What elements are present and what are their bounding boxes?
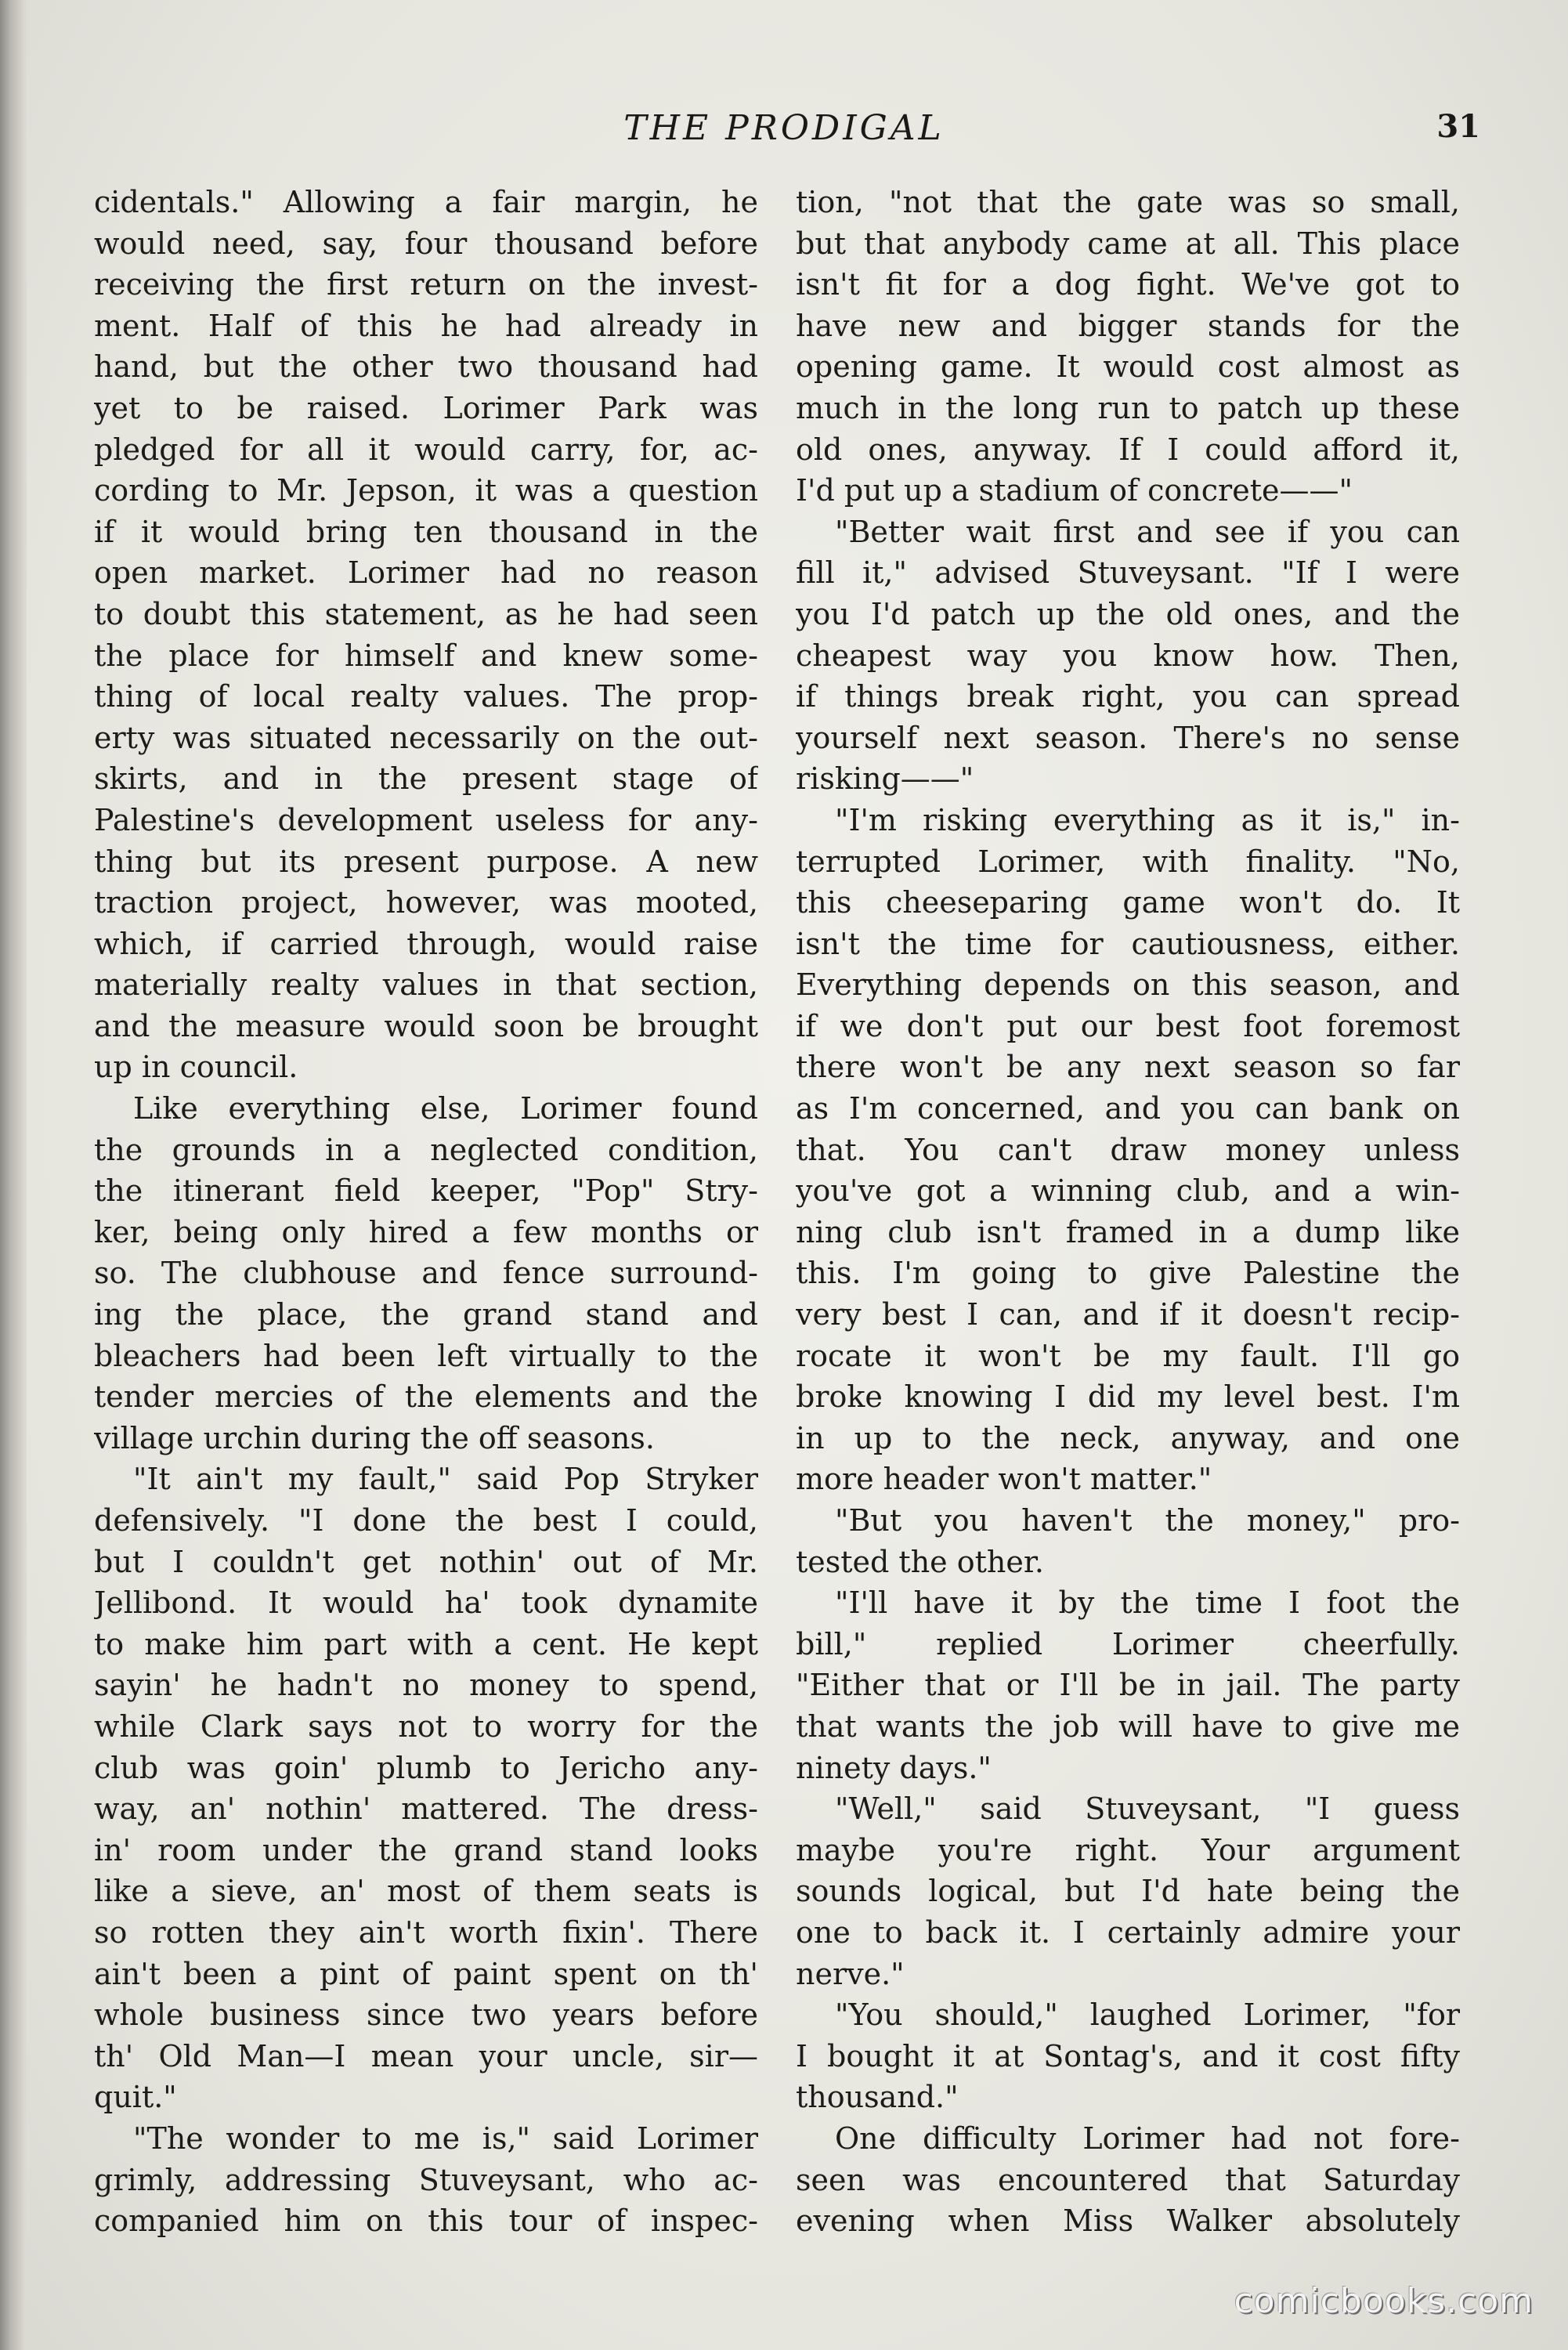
text-line: to make him part with a cent. He kept xyxy=(94,1626,758,1661)
text-line: One difficulty Lorimer had not fore- xyxy=(835,2120,1460,2156)
text-line: erty was situated necessarily on the out- xyxy=(94,720,758,755)
text-line: if it would bring ten thousand in the xyxy=(94,514,758,549)
text-line: that. You can't draw money unless xyxy=(796,1132,1460,1167)
text-line: tion, "not that the gate was so small, xyxy=(796,185,1460,219)
text-line: materially realty values in that section, xyxy=(94,967,758,1003)
text-line: Palestine's development useless for any- xyxy=(94,802,758,837)
text-line: if things break right, you can spread xyxy=(796,679,1460,714)
text-line: if we don't put our best foot foremost xyxy=(796,1008,1460,1043)
text-line: broke knowing I did my level best. I'm xyxy=(796,1379,1460,1415)
text-line: "The wonder to me is," said Lorimer xyxy=(133,2120,758,2156)
text-line: you I'd patch up the old ones, and the xyxy=(796,596,1460,631)
text-line: maybe you're right. Your argument xyxy=(796,1832,1460,1867)
text-line: ning club isn't framed in a dump like xyxy=(796,1214,1460,1249)
text-line: that wants the job will have to give me xyxy=(796,1708,1460,1744)
text-line: Jellibond. It would ha' took dynamite xyxy=(94,1585,758,1621)
text-line: pledged for all it would carry, for, ac- xyxy=(94,432,758,467)
text-line: quit." xyxy=(94,2080,177,2115)
text-line: whole business since two years before xyxy=(94,1998,758,2033)
text-line: like a sieve, an' most of them seats is xyxy=(94,1874,758,1909)
text-line: isn't the time for cautiousness, either. xyxy=(796,926,1460,961)
text-line: ing the place, the grand stand and xyxy=(94,1297,758,1332)
text-line: fill it," advised Stuveysant. "If I were xyxy=(796,555,1460,591)
text-line: in' room under the grand stand looks xyxy=(94,1832,758,1867)
text-line: yet to be raised. Lorimer Park was xyxy=(94,390,758,425)
running-header-title: THE PRODIGAL xyxy=(623,108,945,148)
text-line: thing of local realty values. The prop- xyxy=(94,679,758,714)
text-line: you've got a winning club, and a win- xyxy=(796,1173,1460,1209)
text-line: to doubt this statement, as he had seen xyxy=(94,596,758,631)
text-line: "I'm risking everything as it is," in- xyxy=(835,802,1460,837)
text-line: Everything depends on this season, and xyxy=(796,967,1460,1003)
right-text-column xyxy=(796,182,1460,2242)
text-line: I bought it at Sontag's, and it cost fifty xyxy=(796,2038,1460,2073)
binding-edge xyxy=(0,0,27,2350)
text-line: the grounds in a neglected condition, xyxy=(94,1132,758,1167)
text-line: the place for himself and knew some- xyxy=(94,638,758,673)
text-line: "Better wait first and see if you can xyxy=(835,514,1460,549)
text-line: "I'll have it by the time I foot the xyxy=(835,1585,1460,1621)
text-line: risking——" xyxy=(796,761,974,797)
text-line: would need, say, four thousand before xyxy=(94,226,758,261)
page-number: 31 xyxy=(1436,108,1480,145)
text-line: and the measure would soon be brought xyxy=(94,1008,758,1043)
text-line: village urchin during the off seasons. xyxy=(94,1420,655,1455)
text-line: but I couldn't get nothin' out of Mr. xyxy=(94,1544,758,1579)
text-line: so rotten they ain't worth fixin'. There xyxy=(94,1914,758,1950)
text-line: which, if carried through, would raise xyxy=(94,926,758,961)
text-line: grimly, addressing Stuveysant, who ac- xyxy=(94,2162,758,2197)
text-line: isn't fit for a dog fight. We've got to xyxy=(796,267,1460,302)
text-line: one to back it. I certainly admire your xyxy=(796,1914,1460,1950)
text-line: bill," replied Lorimer cheerfully. xyxy=(796,1626,1460,1661)
text-line: yourself next season. There's no sense xyxy=(796,720,1460,755)
text-line: cheapest way you know how. Then, xyxy=(796,638,1460,673)
text-line: defensively. "I done the best I could, xyxy=(94,1503,758,1538)
text-line: Like everything else, Lorimer found xyxy=(133,1091,758,1126)
text-line: seen was encountered that Saturday xyxy=(796,2162,1460,2197)
text-line: skirts, and in the present stage of xyxy=(94,761,758,797)
text-line: ninety days." xyxy=(796,1750,992,1785)
text-line: thousand." xyxy=(796,2080,959,2115)
text-line: tender mercies of the elements and the xyxy=(94,1379,758,1415)
text-line: while Clark says not to worry for the xyxy=(94,1708,758,1744)
text-line: companied him on this tour of inspec- xyxy=(94,2204,758,2239)
text-line: thing but its present purpose. A new xyxy=(94,844,758,879)
text-line: more header won't matter." xyxy=(796,1462,1212,1497)
watermark-logo: comicbooks.com xyxy=(1234,2281,1534,2321)
text-line: opening game. It would cost almost as xyxy=(796,349,1460,385)
text-line: tested the other. xyxy=(796,1544,1044,1579)
text-line: up in council. xyxy=(94,1050,298,1085)
text-line: much in the long run to patch up these xyxy=(796,390,1460,425)
text-line: but that anybody came at all. This place xyxy=(796,226,1460,261)
text-line: ment. Half of this he had already in xyxy=(94,308,758,343)
text-line: way, an' nothin' mattered. The dress- xyxy=(94,1791,758,1827)
text-line: nerve." xyxy=(796,1956,905,1991)
text-line: traction project, however, was mooted, xyxy=(94,885,758,920)
text-line: hand, but the other two thousand had xyxy=(94,349,758,385)
text-line: "Either that or I'll be in jail. The party xyxy=(796,1668,1460,1703)
text-line: bleachers had been left virtually to the xyxy=(94,1338,758,1373)
text-line: th' Old Man—I mean your uncle, sir— xyxy=(94,2038,758,2073)
text-line: sounds logical, but I'd hate being the xyxy=(796,1874,1460,1909)
text-line: rocate it won't be my fault. I'll go xyxy=(796,1338,1460,1373)
text-line: I'd put up a stadium of concrete——" xyxy=(796,473,1353,508)
text-line: open market. Lorimer had no reason xyxy=(94,555,758,591)
text-line: evening when Miss Walker absolutely xyxy=(796,2204,1460,2239)
text-line: this. I'm going to give Palestine the xyxy=(796,1256,1460,1291)
text-line: ain't been a pint of paint spent on th' xyxy=(94,1956,758,1991)
text-line: as I'm concerned, and you can bank on xyxy=(796,1091,1460,1126)
text-line: very best I can, and if it doesn't recip- xyxy=(796,1297,1460,1332)
text-line: "You should," laughed Lorimer, "for xyxy=(835,1998,1460,2033)
text-line: cording to Mr. Jepson, it was a question xyxy=(94,473,758,508)
text-line: there won't be any next season so far xyxy=(796,1050,1460,1085)
text-line: "It ain't my fault," said Pop Stryker xyxy=(133,1462,758,1497)
text-line: have new and bigger stands for the xyxy=(796,308,1460,343)
text-line: so. The clubhouse and fence surround- xyxy=(94,1256,758,1291)
text-line: old ones, anyway. If I could afford it, xyxy=(796,432,1460,467)
text-line: ker, being only hired a few months or xyxy=(94,1214,758,1249)
text-line: "But you haven't the money," pro- xyxy=(835,1503,1460,1538)
text-line: receiving the first return on the invest- xyxy=(94,267,758,302)
text-line: cidentals." Allowing a fair margin, he xyxy=(94,185,758,219)
text-line: terrupted Lorimer, with finality. "No, xyxy=(796,844,1460,879)
left-text-column xyxy=(94,182,758,2242)
text-line: the itinerant field keeper, "Pop" Stry- xyxy=(94,1173,758,1209)
text-line: sayin' he hadn't no money to spend, xyxy=(94,1668,758,1703)
text-line: this cheeseparing game won't do. It xyxy=(796,885,1460,920)
text-line: club was goin' plumb to Jericho any- xyxy=(94,1750,758,1785)
text-line: "Well," said Stuveysant, "I guess xyxy=(835,1791,1460,1827)
text-line: in up to the neck, anyway, and one xyxy=(796,1420,1460,1455)
